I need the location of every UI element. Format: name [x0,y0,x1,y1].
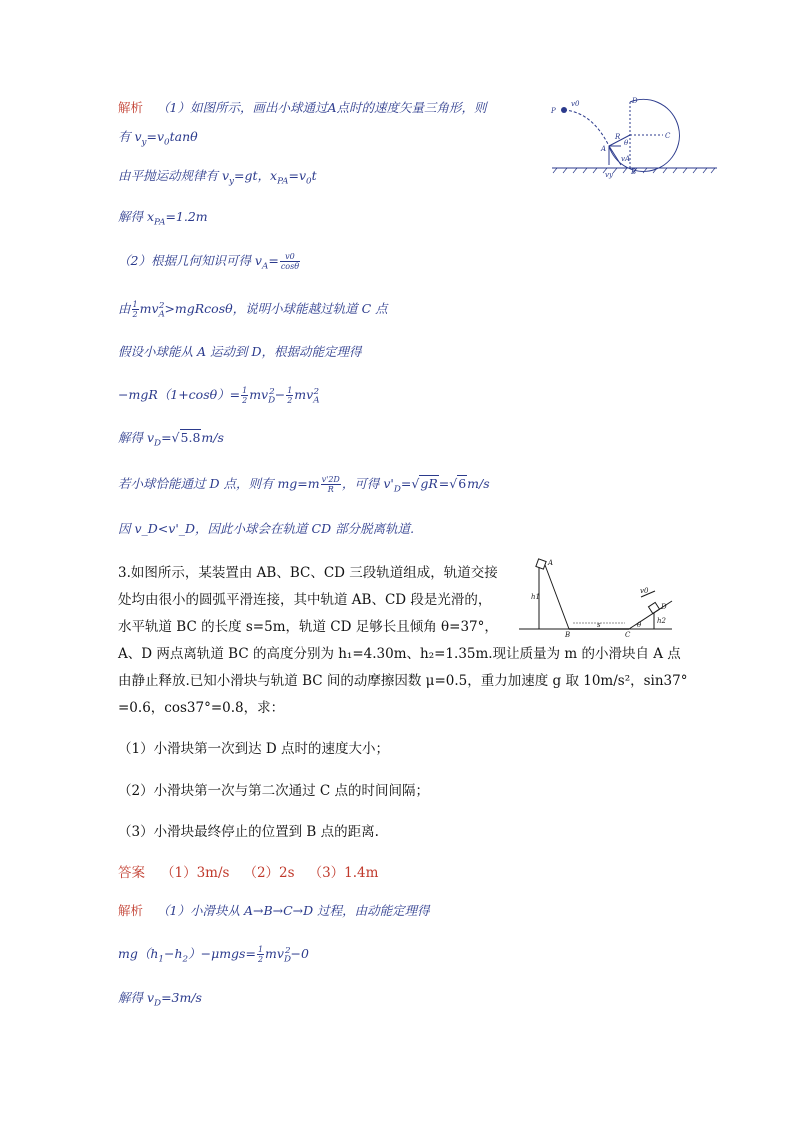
label-v0: v0 [571,100,580,108]
sol2-l2-b: v [134,129,142,144]
label-vy: vy [605,171,613,179]
q3-part-3: （3）小滑块最终停止的位置到 B 点的距离. [118,824,379,840]
sol2-l4-b: =1.2m [165,209,208,224]
sol2-l8-a: −mgR（1+cosθ）= [118,387,241,402]
q3-line-1: 3.如图所示，某装置由 AB、BC、CD 三段轨道组成，轨道交接 [118,565,498,581]
sol2-l10-e: m/s [467,476,490,491]
sol2-line-4 [118,207,208,228]
sol2-l5-b: = [268,253,279,268]
sol2-l6-c: >mgRcosθ，说明小球能越过轨道 C 点 [164,301,388,316]
sol2-l4-a: 解得 x [118,209,155,224]
analysis-label: 解析 [118,100,144,115]
q3-part-2: （2）小滑块第一次与第二次通过 C 点的时间间隔； [118,783,430,799]
sol2-l10-c: = [400,476,412,491]
label-theta2: θ [637,621,642,629]
sol2-l6-num: 1 [132,300,138,309]
sol2-l3-d: t [311,168,317,183]
sol2-text-1: （1）如图所示，画出小球通过A点时的速度矢量三角形，则 [157,100,487,115]
sol3-l2-fraction: $\frac{1}{2}$ [257,945,264,964]
sol2-l9-root: 5.8 [180,430,201,445]
sol2-l9-sub: D [154,438,162,449]
label-h2: h2 [657,617,666,625]
sol2-l2-c: y [141,137,147,148]
sol2-l3-sub2: PA [277,176,289,187]
sol2-l5-fraction [280,252,300,271]
label-a2: A [548,559,554,567]
sol2-l5-a: （2）根据几何知识可得 v [118,253,262,268]
sol2-l10-d: = [438,476,450,491]
label-a: A [601,145,607,153]
sol3-l2-f: mv [265,946,284,961]
sol2-l3-c: =v [288,168,307,183]
sol2-line-10: 若小球恰能通过 D 点，则有 mg=m $\frac{v'2D}{R}$ ，可得 $v'_D=√gR=√6m/s$ [118,475,490,495]
sol2-line-7 [118,342,361,360]
sol2-l3-b: =gt，x [234,168,278,183]
sol2-l10-root2: 6 [458,476,467,491]
sol2-l10-fraction [321,475,341,494]
sol2-l9-a: 解得 v [118,430,155,445]
label-c: C [665,132,671,140]
answer-3: （3）1.4m [308,865,379,881]
q3-line-5: 由静止释放.已知小滑块与轨道 BC 间的动摩擦因数 μ=0.5，重力加速度 g 取 10m/s²，sin37° [118,673,688,689]
sol2-l9-c: m/s [201,430,224,445]
sol3-l2-e: ）−μmgs= [188,946,256,961]
block-d [648,602,659,613]
block-a [536,559,546,569]
label-d2: D [661,603,667,611]
figure-track [517,557,677,637]
answer-line [118,861,378,881]
sol2-line-11 [118,519,414,537]
figure-projectile-circle [547,97,722,192]
sol3-l2-d: 2 [182,954,189,965]
sol3-l2-b: 1 [158,954,164,965]
q3-line-2: 处均由很小的圆弧平滑连接，其中轨道 AB、CD 段是光滑的， [118,592,492,608]
sol2-l3-sub: y [229,176,234,187]
label-r: R [615,133,621,141]
sol2-l2-a: 有 [118,129,135,144]
sol3-label: 解析 [118,903,144,918]
sol2-l6-a: 由 [118,301,131,316]
answer-label: 答案 [118,865,145,881]
sol2-l8-b: mv [249,387,269,402]
sol2-l9-b: = [161,430,172,445]
sol3-text-1: （1）小滑块从 A→B→C→D 过程，由动能定理得 [157,903,430,918]
sol3-l3-sub: D [154,998,162,1009]
label-d: D [632,97,638,105]
sol2-l2-e: 0 [164,137,170,148]
label-h1: h1 [531,593,540,601]
sol2-l10-b: ，可得 v' [341,476,394,491]
sol3-l3-a: 解得 v [118,990,155,1005]
sol2-l6-b: mv [139,301,159,316]
sol2-l10-sub: D [393,484,401,495]
sol2-l5-num: v0 [280,252,300,262]
q3-line-4: A、D 两点离轨道 BC 的高度分别为 h₁=4.30m、h₂=1.35m.现让质量为 m 的小滑块自 A 点 [118,646,681,662]
label-va: vA [621,155,631,163]
track-ab [545,565,569,629]
label-c2: C [625,631,631,637]
sol2-l10-num: v'2D [321,475,340,484]
label-theta: θ [624,139,629,147]
sol2-l5-sub: A [262,261,269,272]
sol2-l2-d: =v [146,129,165,144]
sol2-l7: 假设小球能从 A 运动到 D，根据动能定理得 [118,344,362,359]
sol2-l10-den: R [327,485,334,494]
sol3-l2-g: −0 [290,946,309,961]
sol2-l5-den: cosθ [280,262,300,271]
label-b2: B [565,631,571,637]
sol2-l8-frac2: $\frac{1}{2}$ [287,386,293,405]
sol2-line-2 [118,127,198,148]
answer-1: （1）3m/s [161,865,230,881]
sol3-line-3 [118,988,202,1009]
sol2-l3-a: 由平抛运动规律有 v [118,168,230,183]
q3-part-1: （1）小滑块第一次到达 D 点时的速度大小； [118,741,389,757]
sol2-l8-frac1: $\frac{1}{2}$ [242,386,248,405]
sol3-l3-b: =3m/s [161,990,202,1005]
sol2-line-1 [118,98,487,116]
label-p: P [551,107,556,115]
trajectory-path [564,110,609,146]
sol2-line-8: −mgR（1+cosθ）= $\frac{1}{2}$ $mv_D^2-$ $\frac{1}{2}$ $mv_A^2$ [118,386,320,406]
label-v0-2: v0 [640,587,649,595]
sol2-l8-d: mv [294,387,314,402]
answer-2: （2）2s [243,865,295,881]
sol2-l10-a: 若小球恰能通过 D 点，则有 mg=m [118,476,320,491]
q3-line-6: =0.6，cos37°=0.8，求： [118,700,285,716]
sol2-l6-fraction [132,300,139,319]
sol2-l4-sub: PA [154,217,166,228]
sol2-l8-c: − [274,387,286,402]
sol2-l11: 因 v_D<v'_D，因此小球会在轨道 CD 部分脱离轨道. [118,521,415,536]
sol2-l10-root1: gR [420,476,438,491]
label-b: B [631,168,637,176]
sol2-line-6: 由 $\frac{1}{2}$ $mv_A^2>mgRcos\theta$，说明小球能越过轨道 C 点 [118,300,388,320]
sol2-line-5 [118,251,301,272]
sol2-line-9: 解得 $v_D=√5.8m/s$ [118,430,224,449]
label-s: s [597,621,601,629]
sol3-l2-c: −h [163,946,183,961]
sol3-line-2: $mg(h_1-h_2)-\mu mgs=$ $\frac{1}{2}$ $mv_D^2-0$ [118,945,309,965]
q3-line-3: 水平轨道 BC 的长度 s=5m，轨道 CD 足够长且倾角 θ=37°， [118,619,498,635]
sol2-l2-f: tanθ [169,129,198,144]
sol3-l2-a: mg（h [118,946,159,961]
sol2-line-3 [118,166,317,187]
ball [561,107,567,113]
sol3-line-1 [118,901,430,919]
sol2-l3-sub3: 0 [306,176,312,187]
sol2-l6-den: 2 [132,310,138,319]
